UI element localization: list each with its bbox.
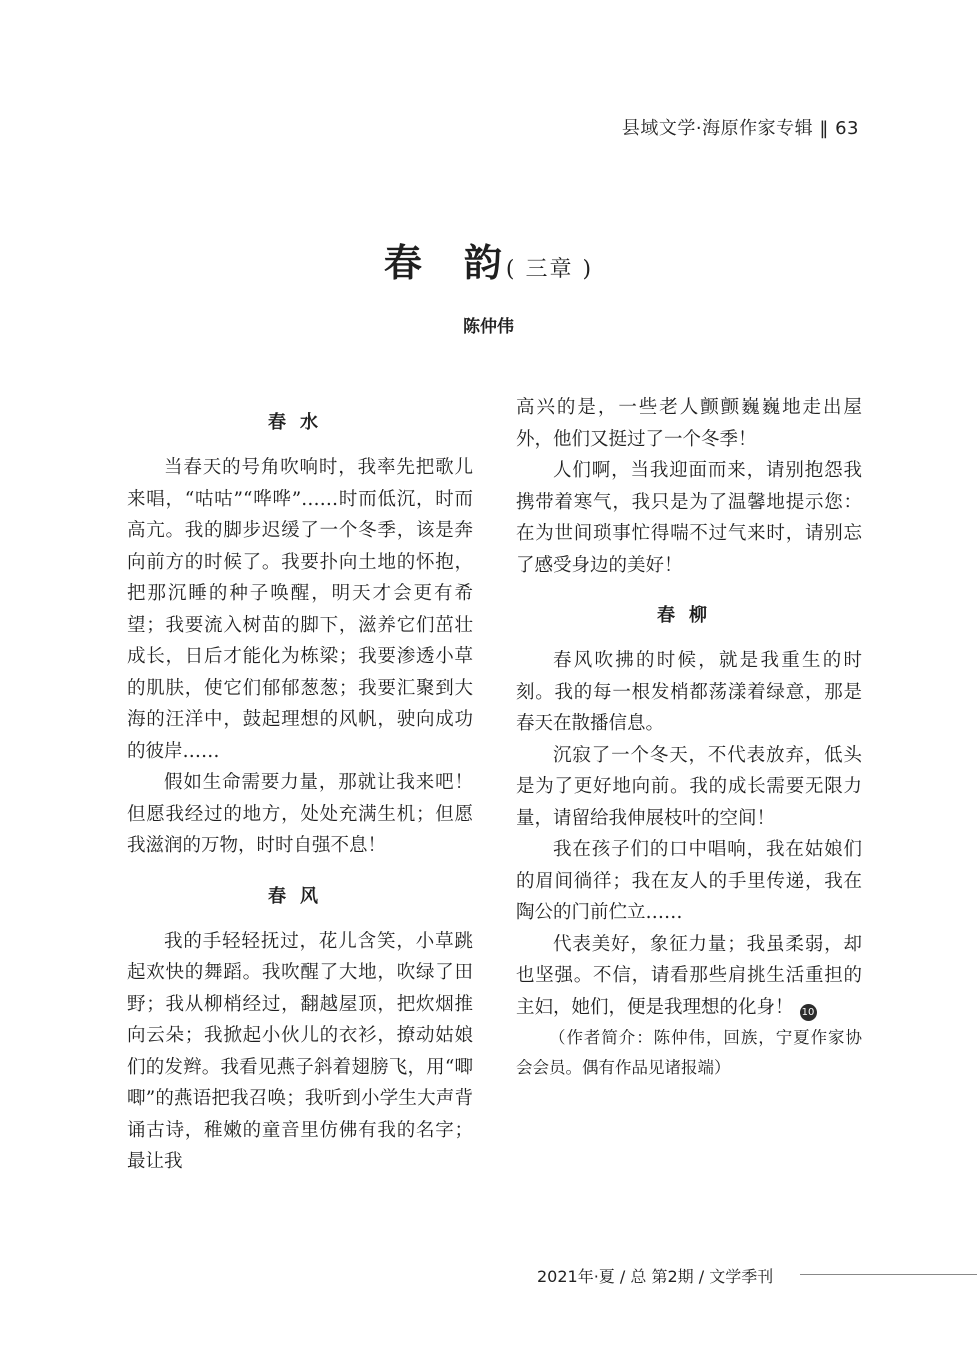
section-heading-chunliu: 春柳 xyxy=(657,605,721,626)
left-column xyxy=(127,406,473,1178)
title-subtitle: ( 三章 ) xyxy=(505,257,594,282)
section-heading-chunfeng: 春风 xyxy=(268,885,332,907)
paragraph: 人们啊，当我迎面而来，请别抱怨我携带着寒气，我只是为了温馨地提示您：在为世间琐事忙得喘不过气来时，请别忘了感受身边的美好！ xyxy=(516,460,862,576)
author-bio: （作者简介：陈仲伟，回族，宁夏作家协会会员。偶有作品见诸报端） xyxy=(516,1028,862,1077)
end-mark-icon: 10 xyxy=(800,1004,817,1021)
paragraph: 当春天的号角吹响时，我率先把歌儿来唱，“咕咕”“哗哗”……时而低沉，时而高亢。我的脚步迟缓了一个冬季，该是奔向前方的时候了。我要扑向土地的怀抱，把那沉睡的种子唤醒，明天才会更有希望；我要流入树苗的脚下，滋养它们茁壮成长，日后才能化为栋梁；我要渗透小草的肌肤，使它们郁郁葱葱；我要汇聚到大海的汪洋中，鼓起理想的风帆，驶向成功的彼岸…… xyxy=(127,457,473,762)
paragraph xyxy=(516,929,862,1024)
right-column xyxy=(516,392,862,1083)
section-heading-chunshui: 春水 xyxy=(268,412,332,433)
footer-rule xyxy=(800,1274,977,1275)
title-main: 春 韵 xyxy=(383,240,504,285)
paragraph-text: 代表美好，象征力量；我虽柔弱，却也坚强。不信，请看那些肩挑生活重担的主妇，她们，便是我理想的化身！ xyxy=(516,933,862,1018)
paragraph: 沉寂了一个冬天，不代表放弃，低头是为了更好地向前。我的成长需要无限力量，请留给我伸展枝叶的空间！ xyxy=(516,744,862,829)
running-header: 县域文学·海原作家专辑 ‖ 63 xyxy=(621,118,859,139)
paragraph: 假如生命需要力量，那就让我来吧！但愿我经过的地方，处处充满生机；但愿我滋润的万物，时时自强不息！ xyxy=(127,772,473,856)
footer-issue: 2021年·夏 / 总 第2期 / 文学季刊 xyxy=(537,1267,774,1286)
paragraph-continued: 高兴的是，一些老人颤颤巍巍地走出屋外，他们又挺过了一个冬季！ xyxy=(516,397,862,450)
author-name: 陈仲伟 xyxy=(463,317,514,337)
paragraph: 我的手轻轻抚过，花儿含笑，小草跳起欢快的舞蹈。我吹醒了大地，吹绿了田野；我从柳梢经过，翻越屋顶，把炊烟推向云朵；我掀起小伙儿的衣衫，撩动姑娘们的发辫。我看见燕子斜着翅膀飞，用“唧唧”的燕语把我召唤；我听到小学生大声背诵古诗，稚嫩的童音里仿佛有我的名字；最让我 xyxy=(127,930,473,1172)
paragraph: 我在孩子们的口中唱响，我在姑娘们的眉间徜徉；我在友人的手里传递，我在陶公的门前伫立…… xyxy=(516,839,862,923)
paragraph: 春风吹拂的时候，就是我重生的时刻。我的每一根发梢都荡漾着绿意，那是春天在散播信息。 xyxy=(516,650,862,734)
article-title xyxy=(0,232,977,287)
